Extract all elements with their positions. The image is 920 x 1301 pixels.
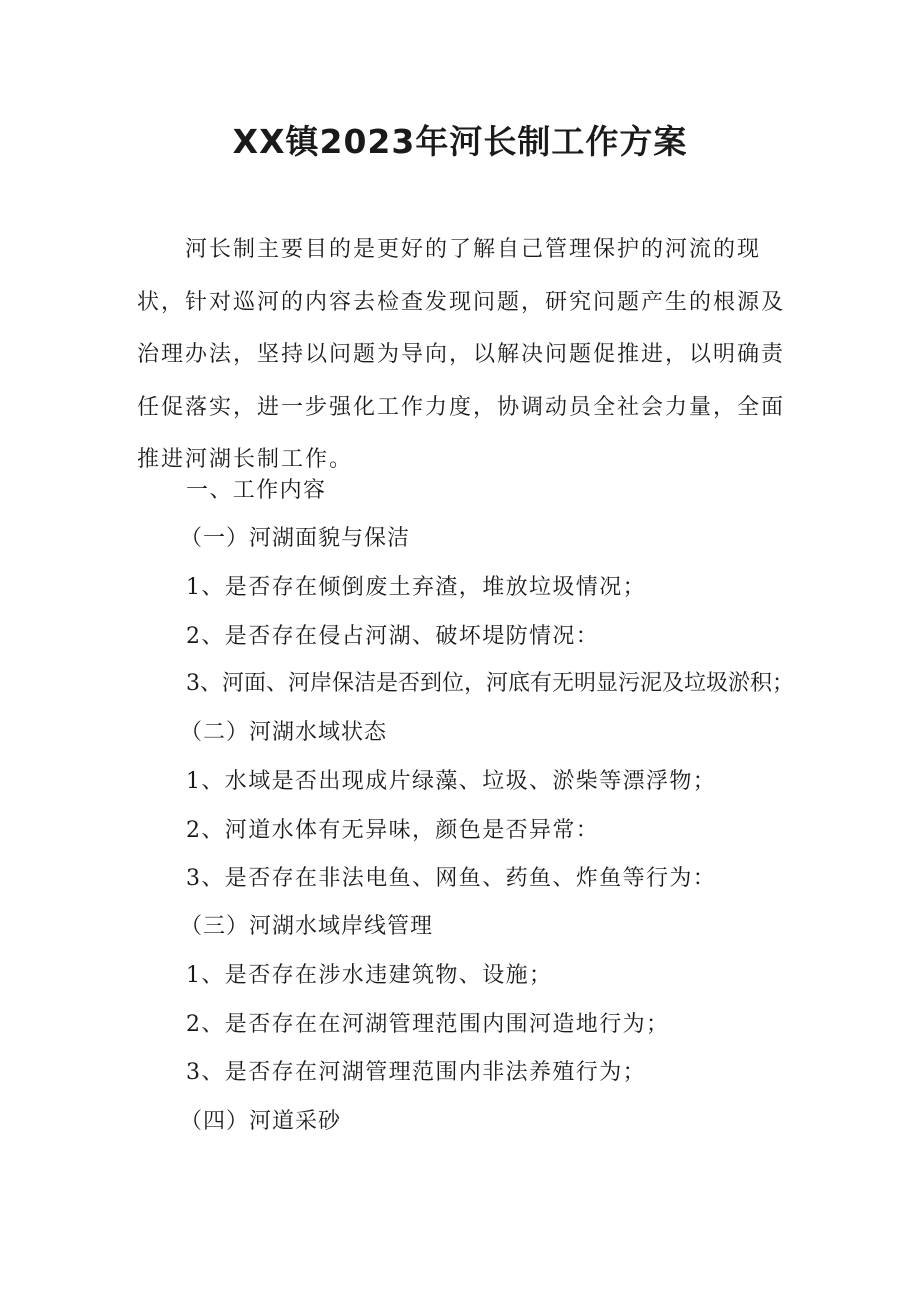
list-item: 3、是否存在非法电鱼、网鱼、药鱼、炸鱼等行为： (186, 866, 717, 891)
subsection-heading-1: （一）河湖面貌与保洁 (180, 526, 411, 551)
list-item: 2、是否存在在河湖管理范围内围河造地行为； (186, 1012, 670, 1037)
list-item: 2、河道水体有无异味，颜色是否异常： (186, 818, 600, 843)
section-heading-work-content: 一、工作内容 (186, 478, 327, 503)
intro-paragraph: 河长制主要目的是更好的了解自己管理保护的河流的现状，针对巡河的内容去检查发现问题，研究问题产生的根源及治理办法，坚持以问题为导向，以解决问题促推进，以明确责任促落实，进一步强化工作力度，协调动员全社会力量，全面推进河湖长制工作。 (137, 237, 786, 473)
document-title: XX镇2023年河长制工作方案 (232, 122, 688, 161)
list-item: 1、是否存在倾倒废土弃渣，堆放垃圾情况； (186, 575, 646, 600)
subsection-heading-3: （三）河湖水域岸线管理 (180, 914, 434, 939)
list-item: 2、是否存在侵占河湖、破坏堤防情况： (186, 624, 600, 649)
list-item: 3、是否存在河湖管理范围内非法养殖行为； (186, 1060, 646, 1085)
list-item: 1、是否存在涉水违建筑物、设施； (186, 963, 553, 988)
list-item: 3、河面、河岸保洁是否到位，河底有无明显污泥及垃圾淤积； (186, 671, 794, 696)
subsection-heading-2: （二）河湖水域状态 (180, 720, 388, 745)
subsection-heading-4: （四）河道采砂 (180, 1109, 342, 1134)
list-item: 1、水域是否出现成片绿藻、垃圾、淤柴等漂浮物； (186, 769, 717, 794)
